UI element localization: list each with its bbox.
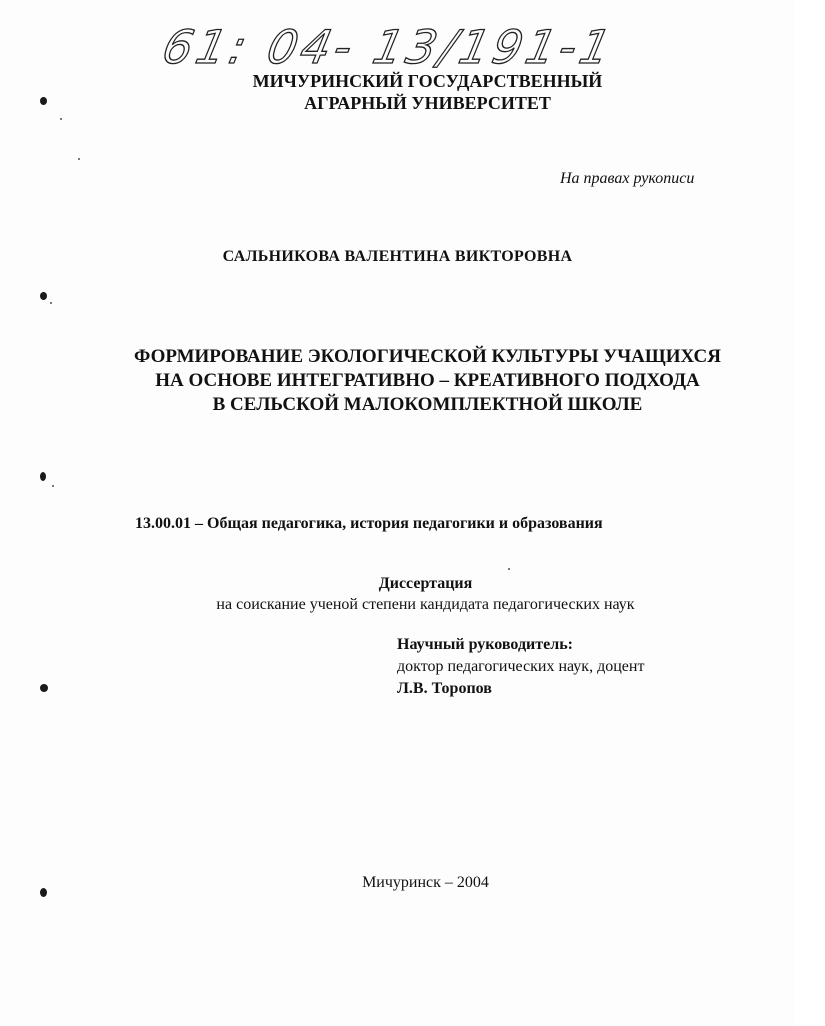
binding-mark	[40, 472, 46, 481]
dissertation-subtitle: на соискание ученой степени кандидата педагогических наук	[216, 596, 635, 613]
handwritten-number-text: 61: 04- 13/191-1	[157, 20, 620, 74]
specialty-code: 13.00.01 – Общая педагогика, история педагогики и образования	[135, 515, 603, 532]
binding-mark	[40, 292, 47, 300]
binding-mark	[40, 97, 47, 105]
handwritten-catalog-number	[157, 8, 620, 78]
university-line-2: АГРАРНЫЙ УНИВЕРСИТЕТ	[304, 93, 551, 113]
author-name: САЛЬНИКОВА ВАЛЕНТИНА ВИКТОРОВНА	[222, 248, 573, 265]
handwritten-number-drawing	[157, 8, 620, 78]
rights-note: На правах рукописи	[560, 170, 695, 187]
supervisor-block	[397, 634, 644, 700]
scan-speck	[508, 568, 510, 570]
university-name	[30, 70, 825, 114]
dissertation-heading: Диссертация	[378, 575, 473, 592]
scan-speck	[50, 302, 52, 304]
city-year: Мичуринск – 2004	[362, 874, 489, 891]
scan-speck	[52, 485, 54, 487]
title-line-1: ФОРМИРОВАНИЕ ЭКОЛОГИЧЕСКОЙ КУЛЬТУРЫ УЧАЩИХСЯ	[134, 346, 721, 367]
title-line-3: В СЕЛЬСКОЙ МАЛОКОМПЛЕКТНОЙ ШКОЛЕ	[212, 394, 643, 415]
binding-mark	[40, 888, 47, 897]
supervisor-label: Научный руководитель:	[397, 636, 573, 653]
supervisor-degree: доктор педагогических наук, доцент	[397, 658, 645, 675]
scan-speck	[78, 158, 80, 160]
university-line-1: МИЧУРИНСКИЙ ГОСУДАРСТВЕННЫЙ	[252, 71, 603, 91]
binding-mark	[40, 684, 48, 692]
title-line-2: НА ОСНОВЕ ИНТЕГРАТИВНО – КРЕАТИВНОГО ПОДХОДА	[155, 370, 700, 391]
scan-speck	[60, 118, 62, 120]
dissertation-title	[30, 345, 825, 417]
supervisor-name: Л.В. Торопов	[397, 680, 492, 697]
